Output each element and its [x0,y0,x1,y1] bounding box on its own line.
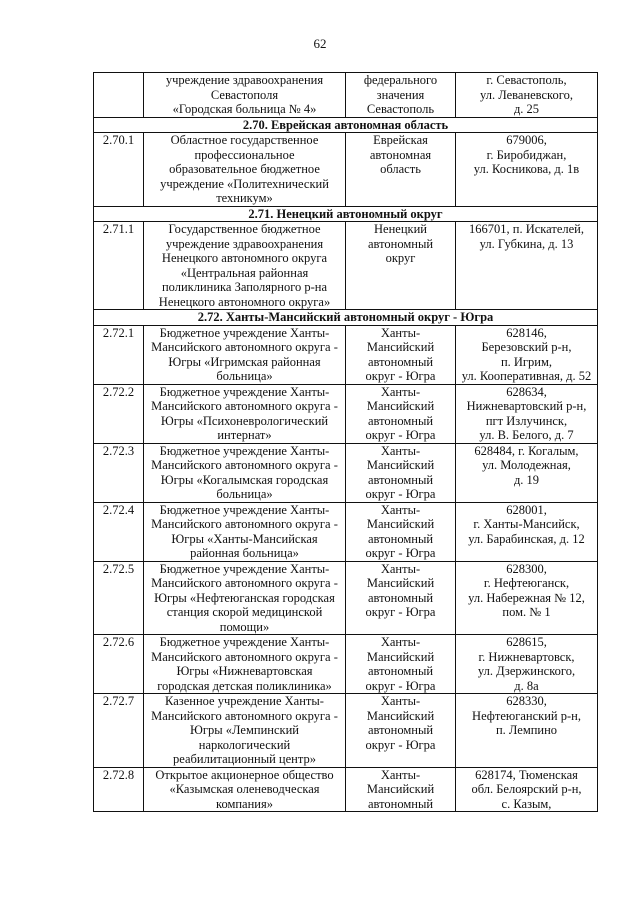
row-number: 2.72.4 [94,502,144,561]
institution-name: Открытое акционерное общество «Казымская оленеводческая компания» [144,767,346,812]
institution-address: 679006, г. Биробиджан, ул. Косникова, д. 1в [456,133,598,207]
institution-address: 628634, Нижневартовский р-н, пгт Излучинск, ул. В. Белого, д. 7 [456,384,598,443]
table-row [94,443,598,502]
section-title: 2.70. Еврейская автономная область [94,117,598,133]
table-row [94,767,598,812]
section-header-row [94,206,598,222]
institution-name: Бюджетное учреждение Ханты- Мансийского автономного округа - Югры «Нижневартовская городская детская поликлиника» [144,635,346,694]
subject-name: Ханты- Мансийский автономный округ - Югра [346,694,456,768]
subject-name: Ханты- Мансийский автономный округ - Югра [346,325,456,384]
subject-name: федерального значения Севастополь [346,73,456,118]
row-number: 2.72.5 [94,561,144,635]
subject-name: Еврейская автономная область [346,133,456,207]
table-row [94,384,598,443]
row-number: 2.72.3 [94,443,144,502]
institution-address: 628330, Нефтеюганский р-н, п. Лемпино [456,694,598,768]
institution-name: Бюджетное учреждение Ханты- Мансийского автономного округа - Югры «Нефтеюганская городская станция скорой медицинской помощи» [144,561,346,635]
section-title: 2.71. Ненецкий автономный округ [94,206,598,222]
table-row [94,502,598,561]
institution-address: 628300, г. Нефтеюганск, ул. Набережная № 12, пом. № 1 [456,561,598,635]
table-row [94,561,598,635]
section-header-row [94,310,598,326]
subject-name: Ханты- Мансийский автономный округ - Югра [346,443,456,502]
institution-name: Бюджетное учреждение Ханты- Мансийского автономного округа - Югры «Игримская районная больница» [144,325,346,384]
subject-name: Ненецкий автономный округ [346,222,456,310]
table-row [94,73,598,118]
institution-address: 628484, г. Когалым, ул. Молодежная, д. 19 [456,443,598,502]
institution-name: Государственное бюджетное учреждение здравоохранения Ненецкого автономного округа «Центральная районная поликлиника Заполярного р-на Ненецкого автономного округа» [144,222,346,310]
institution-address: 628001, г. Ханты-Мансийск, ул. Барабинская, д. 12 [456,502,598,561]
table-row [94,635,598,694]
section-header-row [94,117,598,133]
institution-name: Бюджетное учреждение Ханты- Мансийского автономного округа - Югры «Когалымская городская больница» [144,443,346,502]
section-title: 2.72. Ханты-Мансийский автономный округ - Югра [94,310,598,326]
institution-address: 628174, Тюменская обл. Белоярский р-н, с. Казым, [456,767,598,812]
table-row [94,222,598,310]
row-number: 2.70.1 [94,133,144,207]
institution-address: 628615, г. Нижневартовск, ул. Дзержинского, д. 8а [456,635,598,694]
row-number: 2.72.1 [94,325,144,384]
table-row [94,133,598,207]
subject-name: Ханты- Мансийский автономный округ - Югра [346,502,456,561]
subject-name: Ханты- Мансийский автономный округ - Югра [346,635,456,694]
row-number: 2.72.2 [94,384,144,443]
institution-name: учреждение здравоохранения Севастополя «Городская больница № 4» [144,73,346,118]
institution-name: Казенное учреждение Ханты- Мансийского автономного округа - Югры «Лемпинский наркологический реабилитационный центр» [144,694,346,768]
institution-address: г. Севастополь, ул. Леваневского, д. 25 [456,73,598,118]
institution-address: 166701, п. Искателей, ул. Губкина, д. 13 [456,222,598,310]
row-number: 2.72.6 [94,635,144,694]
row-number: 2.72.7 [94,694,144,768]
institution-name: Областное государственное профессиональное образовательное бюджетное учреждение «Политехнический техникум» [144,133,346,207]
institution-name: Бюджетное учреждение Ханты- Мансийского автономного округа - Югры «Психоневрологический интернат» [144,384,346,443]
subject-name: Ханты- Мансийский автономный округ - Югра [346,384,456,443]
subject-name: Ханты- Мансийский автономный округ - Югра [346,561,456,635]
row-number: 2.71.1 [94,222,144,310]
page-number: 62 [313,36,327,51]
table-row [94,694,598,768]
row-number: 2.72.8 [94,767,144,812]
institution-address: 628146, Березовский р-н, п. Игрим, ул. Кооперативная, д. 52 [456,325,598,384]
institution-name: Бюджетное учреждение Ханты- Мансийского автономного округа - Югры «Ханты-Мансийская районная больница» [144,502,346,561]
table-row [94,325,598,384]
subject-name: Ханты- Мансийский автономный [346,767,456,812]
row-number [94,73,144,118]
institutions-table [93,72,598,812]
